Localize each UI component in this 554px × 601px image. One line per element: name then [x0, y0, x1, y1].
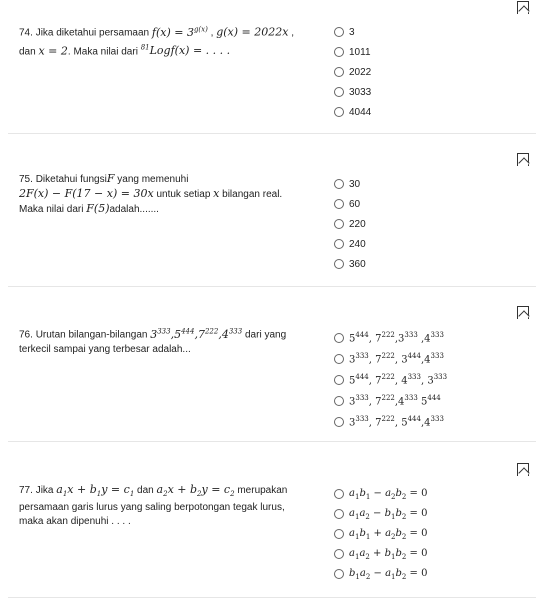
radio-icon[interactable]	[334, 417, 344, 427]
question-77-text: 77. Jika $a_1x + b_1y = c_1$ dan $a_2x + b_2y = c_2$ merupakan persamaan garis lurus yang saling berpotongan tegak lurus, maka akan dipenuhi . . . .	[19, 483, 288, 528]
radio-icon[interactable]	[334, 259, 344, 269]
option-b[interactable]: 60	[334, 194, 366, 214]
radio-icon[interactable]	[334, 489, 344, 499]
option-a[interactable]: 30	[334, 174, 366, 194]
option-d[interactable]: 240	[334, 234, 366, 254]
option-b[interactable]: 1011	[334, 42, 371, 62]
divider	[8, 286, 536, 287]
bookmark-icon[interactable]	[517, 153, 529, 166]
option-d[interactable]: 3033	[334, 82, 371, 102]
bookmark-icon[interactable]	[517, 1, 529, 14]
radio-icon[interactable]	[334, 333, 344, 343]
divider	[8, 597, 536, 598]
radio-icon[interactable]	[334, 87, 344, 97]
radio-icon[interactable]	[334, 47, 344, 57]
option-b[interactable]: $3^{333}$, $7^{222}$, $3^{444},4^{333}$	[334, 348, 447, 369]
option-e[interactable]: $b_1a_2 - a_1b_2 = 0$	[334, 564, 427, 584]
radio-icon[interactable]	[334, 199, 344, 209]
radio-icon[interactable]	[334, 549, 344, 559]
radio-icon[interactable]	[334, 107, 344, 117]
option-a[interactable]: 3	[334, 22, 371, 42]
option-d[interactable]: $3^{333}$, $7^{222},4^{333}$ $5^{444}$	[334, 390, 447, 411]
radio-icon[interactable]	[334, 67, 344, 77]
option-c[interactable]: 220	[334, 214, 366, 234]
radio-icon[interactable]	[334, 509, 344, 519]
option-c[interactable]: $5^{444}$, $7^{222}$, $4^{333}$, $3^{333}$	[334, 369, 447, 390]
option-e[interactable]: 360	[334, 254, 366, 274]
question-76-options	[334, 327, 447, 432]
option-c[interactable]: $a_1b_1 + a_2b_2 = 0$	[334, 524, 427, 544]
option-a[interactable]: $5^{444}$, $7^{222},3^{333}$ $,4^{333}$	[334, 327, 447, 348]
radio-icon[interactable]	[334, 27, 344, 37]
bookmark-icon[interactable]	[517, 463, 529, 476]
question-76-text: 76. Urutan bilangan-bilangan $3^{333},5^{444},7^{222},4^{333}$ dari yang terkecil sampai yang terbesar adalah...	[19, 327, 287, 355]
radio-icon[interactable]	[334, 239, 344, 249]
divider	[8, 133, 536, 134]
option-a[interactable]: $a_1b_1 - a_2b_2 = 0$	[334, 484, 427, 504]
option-e[interactable]: 4044	[334, 102, 371, 122]
question-77-options	[334, 484, 427, 584]
radio-icon[interactable]	[334, 219, 344, 229]
option-e[interactable]: $3^{333}$, $7^{222}$, $5^{444},4^{333}$	[334, 411, 447, 432]
option-c[interactable]: 2022	[334, 62, 371, 82]
question-75-text: 75. Diketahui fungsiF yang memenuhi 2F(x) − F(17 − x) = 30x untuk setiap x bilangan real. Maka nilai dari F(5)adalah.......	[19, 172, 283, 215]
option-d[interactable]: $a_1a_2 + b_1b_2 = 0$	[334, 544, 427, 564]
question-74-options	[334, 22, 371, 122]
bookmark-icon[interactable]	[517, 306, 529, 319]
radio-icon[interactable]	[334, 396, 344, 406]
divider	[8, 441, 536, 442]
question-75-options	[334, 174, 366, 274]
radio-icon[interactable]	[334, 375, 344, 385]
radio-icon[interactable]	[334, 529, 344, 539]
radio-icon[interactable]	[334, 179, 344, 189]
option-b[interactable]: $a_1a_2 - b_1b_2 = 0$	[334, 504, 427, 524]
question-74-text: 74. Jika diketahui persamaan $f(x) = 3^{g(x)}$ , g(x) = 2022x , dan x = 2. Maka nilai dari $^{81}$Logf(x) = . . . .	[19, 25, 294, 58]
radio-icon[interactable]	[334, 354, 344, 364]
radio-icon[interactable]	[334, 569, 344, 579]
